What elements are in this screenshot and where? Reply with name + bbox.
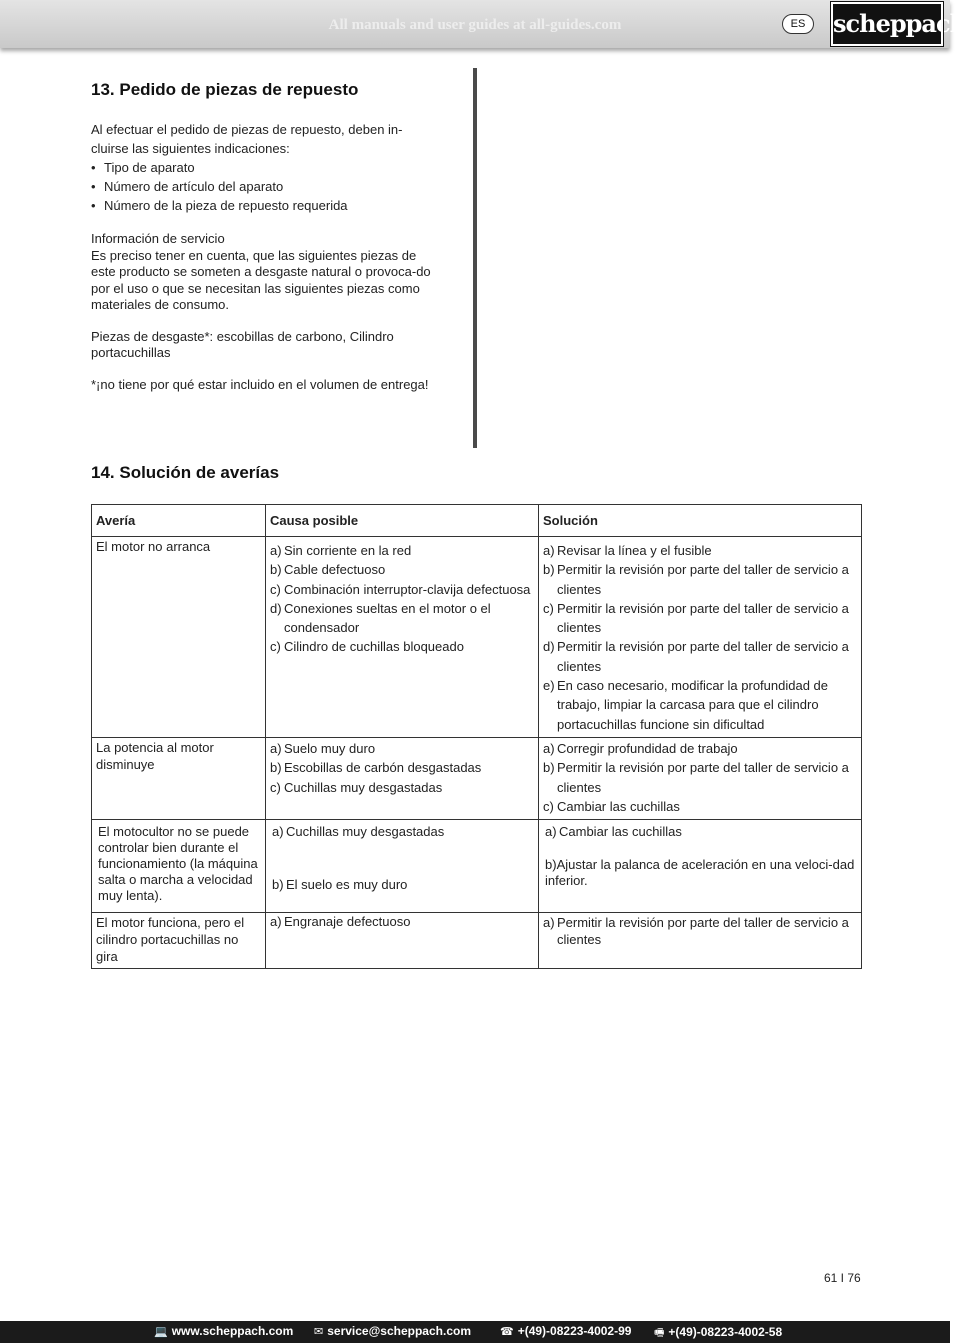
page-number: 61 I 76 [824,1271,861,1285]
footer-website[interactable]: 💻 www.scheppach.com [154,1324,294,1338]
solution-item: e) En caso necesario, modificar la profundidad de trabajo, limpiar la carcasa para que el cilindro portacuchillas funcione sin dificultad [543,678,828,732]
fault-text: El motor no arranca [96,539,211,554]
cause-item: b) Cable defectuoso [270,562,386,578]
fax-icon: 🖷 [654,1327,665,1339]
cause-item: a) Engranaje defectuoso [270,914,411,930]
solution-item: a) Cambiar las cuchillas [545,824,682,840]
list-item: • Tipo de aparato [91,158,436,177]
envelope-icon: ✉ [314,1326,324,1338]
cause-cell [266,737,539,819]
solution-item: d) Permitir la revisión por parte del taller de servicio a clientes [543,639,849,674]
solution-item: b) Permitir la revisión por parte del taller de servicio a clientes [543,760,849,795]
telephone-icon: ☎ [500,1326,514,1338]
scheppach-logo: scheppach [831,2,943,46]
cause-item: c) Combinación interruptor-clavija defectuosa [270,581,531,597]
footer-email[interactable]: ✉ service@scheppach.com [314,1324,471,1338]
fault-cell [92,737,266,819]
cause-item: c) Cuchillas muy desgastadas [270,779,443,795]
laptop-icon: 💻 [154,1326,168,1338]
troubleshooting-table [91,504,862,969]
language-badge: ES [782,14,814,34]
order-intro: Al efectuar el pedido de piezas de repuesto, deben in-cluirse las siguientes indicaciones: [91,122,403,156]
table-row [92,913,862,969]
footnote: *¡no tiene por qué estar incluido en el volumen de entrega! [91,376,429,392]
watermark-text: All manuals and user guides at all-guides.com [328,17,622,33]
section-13-body [91,120,436,393]
fault-text: El motocultor no se puede controlar bien durante el funcionamiento (la máquina salta o marcha a velocidad muy lenta). [98,824,258,904]
column-header-solution: Solución [539,505,862,537]
section-14-title: 14. Solución de averías [91,463,280,482]
cause-item: b) Escobillas de carbón desgastadas [270,760,482,776]
table-row [92,537,862,738]
service-heading: Información de servicio [91,231,225,246]
table-row [92,737,862,819]
cause-cell [266,820,539,913]
fault-text: La potencia al motor disminuye [96,739,214,772]
column-divider [473,68,477,448]
solution-item: a) Corregir profundidad de trabajo [543,740,738,756]
column-header-cause: Causa posible [266,505,539,537]
solution-item: a) Revisar la línea y el fusible [543,543,712,558]
cause-item: a) Suelo muy duro [270,740,376,756]
solution-cell [539,913,862,969]
solution-item: a) Permitir la revisión por parte del taller de servicio a clientes [543,915,849,948]
solution-cell [539,537,862,738]
fault-cell [92,537,266,738]
solution-item: b) Permitir la revisión por parte del taller de servicio a clientes [543,562,849,597]
fault-text: El motor funciona, pero el cilindro portacuchillas no gira [96,915,245,965]
wear-parts: Piezas de desgaste*: escobillas de carbono, Cilindro portacuchillas [91,328,394,360]
cause-item: a) Cuchillas muy desgastadas [272,824,445,840]
list-item: • Número de artículo del aparato [91,177,436,196]
cause-item: a) Sin corriente en la red [270,543,412,558]
solution-cell [539,737,862,819]
footer-phone: ☎ +(49)-08223-4002-99 [500,1324,632,1338]
solution-cell [539,820,862,913]
solution-item: c) Permitir la revisión por parte del taller de servicio a clientes [543,600,849,636]
fault-cell [92,820,266,913]
solution-item: b)Ajustar la palanca de aceleración en una veloci-dad inferior. [545,857,855,889]
column-header-fault: Avería [92,505,266,537]
table-row [92,820,862,913]
cause-item: b) El suelo es muy duro [272,877,408,893]
footer-bar [0,1321,950,1343]
list-item: • Número de la pieza de repuesto requerida [91,196,436,215]
footer-fax: 🖷 +(49)-08223-4002-58 [654,1325,783,1339]
cause-cell [266,537,539,738]
cause-item: d) Conexiones sueltas en el motor o el condensador [270,600,491,636]
header-bar [0,0,966,48]
cause-item: c) Cilindro de cuchillas bloqueado [270,639,464,655]
section-13-title: 13. Pedido de piezas de repuesto [91,80,359,99]
cause-cell [266,913,539,969]
order-requirements-list [91,158,436,215]
service-text: Es preciso tener en cuenta, que las siguientes piezas de este producto se someten a desgaste natural o provoca-do por el uso o que se necesitan las siguientes piezas como materiales de consumo. [91,247,431,312]
table-header-row [92,505,862,537]
solution-item: c) Cambiar las cuchillas [543,798,680,814]
fault-cell [92,913,266,969]
